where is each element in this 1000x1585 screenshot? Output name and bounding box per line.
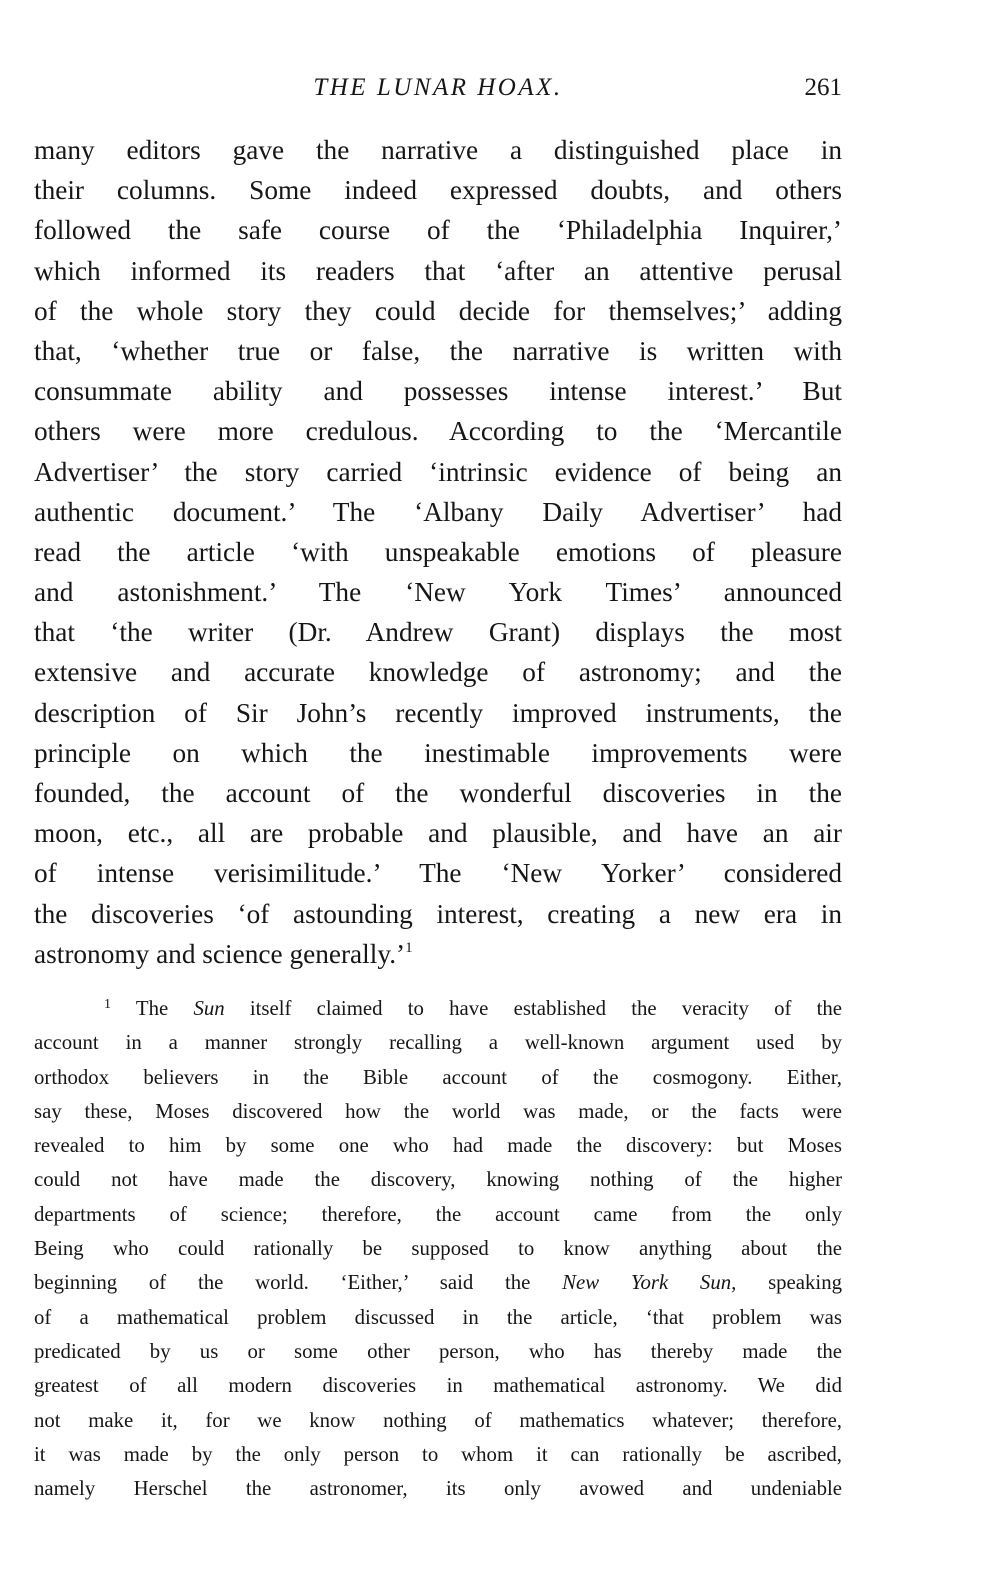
main-paragraph [34, 130, 842, 974]
newspaper-title: New York Sun, [562, 1271, 737, 1295]
footnote-text: speaking [768, 1271, 842, 1295]
footnote-text: The [135, 997, 169, 1020]
footnote-line: it was made by the only person to whom it can rationally be ascribed, [34, 1442, 842, 1466]
text-line: followed the safe course of the ‘Philadelphia Inquirer,’ [34, 215, 842, 246]
footnote [34, 992, 842, 1506]
footnote-line: not make it, for we know nothing of mathematics whatever; therefore, [34, 1408, 842, 1432]
footnote-reference: 1 [405, 939, 413, 956]
footnote-line: greatest of all modern discoveries in mathematical astronomy. We did [34, 1374, 842, 1398]
footnote-line: revealed to him by some one who had made the discovery: but Moses [34, 1134, 842, 1158]
text-line: that ‘the writer (Dr. Andrew Grant) displays the most [34, 617, 842, 648]
page-number: 261 [804, 74, 842, 101]
footnote-line: account in a manner strongly recalling a well-known argument used by [34, 1031, 842, 1055]
text-line: many editors gave the narrative a distinguished place in [34, 135, 842, 165]
text-line: the discoveries ‘of astounding interest, creating a new era in [34, 898, 842, 929]
text-line: of intense verisimilitude.’ The ‘New Yorker’ considered [34, 858, 842, 889]
running-title: THE LUNAR HOAX. [313, 74, 563, 101]
footnote-text: itself claimed to have established the veracity of the [249, 997, 843, 1020]
running-head [34, 72, 842, 108]
text-line-content: astronomy and science generally.’ [34, 938, 406, 969]
text-line: their columns. Some indeed expressed doubts, and others [34, 175, 842, 206]
text-line: and astonishment.’ The ‘New York Times’ announced [34, 577, 842, 608]
footnote-line: predicated by us or some other person, who has thereby made the [34, 1339, 842, 1363]
text-line: founded, the account of the wonderful discoveries in the [34, 778, 842, 808]
text-line: which informed its readers that ‘after an attentive perusal [34, 255, 842, 286]
footnote-line: Being who could rationally be supposed to know anything about the [34, 1237, 842, 1261]
footnote-marker: 1 [104, 997, 111, 1012]
text-line: authentic document.’ The ‘Albany Daily Advertiser’ had [34, 496, 842, 527]
text-line: read the article ‘with unspeakable emotions of pleasure [34, 536, 842, 567]
footnote-line [34, 992, 842, 1026]
text-line: extensive and accurate knowledge of astronomy; and the [34, 657, 842, 688]
footnote-line: could not have made the discovery, knowing nothing of the higher [34, 1168, 842, 1192]
text-line-last [34, 934, 842, 974]
text-line: principle on which the inestimable improvements were [34, 737, 842, 768]
footnote-line: say these, Moses discovered how the world was made, or the facts were [34, 1099, 842, 1123]
text-line: Advertiser’ the story carried ‘intrinsic evidence of being an [34, 456, 842, 487]
footnote-line: departments of science; therefore, the account came from the only [34, 1202, 842, 1226]
footnote-line [34, 1266, 842, 1300]
text-line: others were more credulous. According to the ‘Mercantile [34, 416, 842, 447]
footnote-line: namely Herschel the astronomer, its only avowed and undeniable [34, 1477, 842, 1501]
text-line: description of Sir John’s recently improved instruments, the [34, 697, 842, 728]
footnote-text: beginning of the world. ‘Either,’ said the [34, 1271, 531, 1295]
footnote-line: of a mathematical problem discussed in the article, ‘that problem was [34, 1305, 842, 1329]
text-line: of the whole story they could decide for themselves;’ adding [34, 295, 842, 326]
text-line: consummate ability and possesses intense interest.’ But [34, 376, 842, 407]
text-line: that, ‘whether true or false, the narrative is written with [34, 335, 842, 366]
footnote-line: orthodox believers in the Bible account of the cosmogony. Either, [34, 1065, 842, 1089]
newspaper-title: Sun [193, 997, 225, 1020]
text-line: moon, etc., all are probable and plausible, and have an air [34, 818, 842, 849]
